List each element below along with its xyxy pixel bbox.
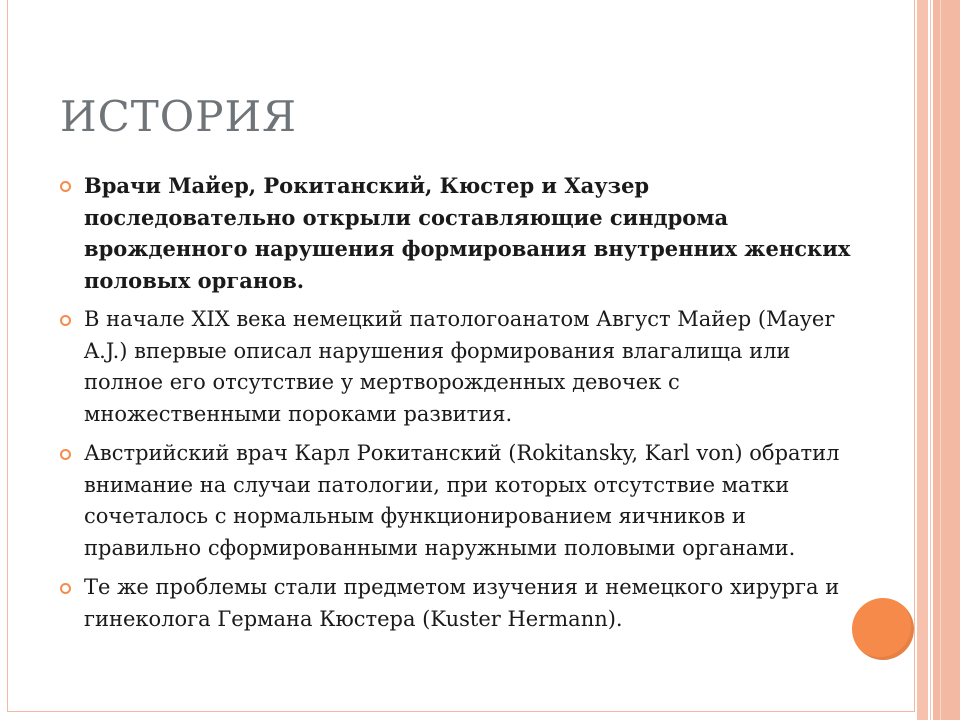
- decorative-stripe-wide: [933, 0, 960, 720]
- bullet-circle-icon: [60, 181, 71, 192]
- bullet-text: Австрийский врач Карл Рокитанский (Rokitansky, Karl von) обратил внимание на случаи патологии, при которых отсутствие матки сочеталось с нормальным функционированием яичников и правильно сформированными наружными половыми органами.: [84, 441, 840, 560]
- bullet-circle-icon: [60, 315, 71, 326]
- bullet-text: Врачи Майер, Рокитанский, Кюстер и Хаузер последовательно открыли составляющие синдрома врожденного нарушения формирования внутренних женских половых органов.: [84, 173, 851, 293]
- bullet-item: [60, 438, 860, 564]
- decorative-stripe-highlight: [940, 0, 941, 720]
- bullet-item: [60, 572, 860, 635]
- bullet-text: Те же проблемы стали предметом изучения и немецкого хирурга и гинеколога Германа Кюстера (Kuster Hermann).: [84, 575, 840, 631]
- bullet-item: [60, 170, 860, 296]
- bullet-text: В начале XIX века немецкий патологоанатом Август Майер (Mayer A.J.) впервые описал нарушения формирования влагалища или полное его отсутствие у мертворожденных девочек с множественными пороками развития.: [84, 307, 835, 426]
- bullet-item: [60, 304, 860, 430]
- slide-title: ИСТОРИЯ: [60, 92, 298, 141]
- bullet-circle-icon: [60, 583, 71, 594]
- bullet-circle-icon: [60, 449, 71, 460]
- decorative-stripe-thin: [930, 0, 931, 720]
- decorative-circle-icon: [852, 598, 914, 660]
- bullet-list: [60, 170, 860, 643]
- decorative-stripe: [917, 0, 928, 720]
